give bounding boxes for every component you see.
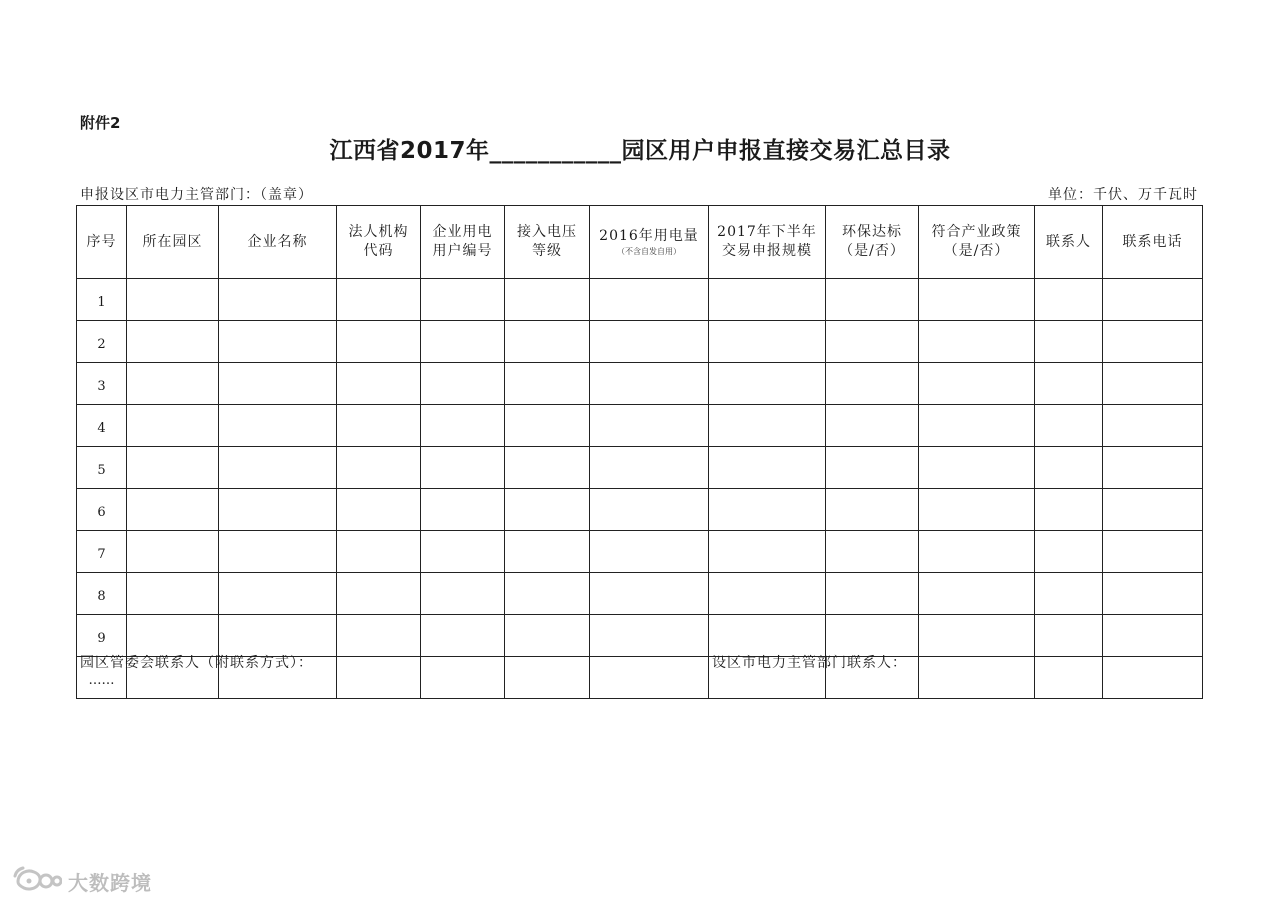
table-cell[interactable] [709, 615, 826, 657]
table-cell[interactable] [127, 447, 219, 489]
table-cell[interactable] [919, 363, 1035, 405]
row-number: 7 [77, 531, 127, 573]
city-contact-line: 设区市电力主管部门联系人： [712, 655, 907, 671]
table-cell[interactable] [590, 657, 709, 699]
table-cell[interactable] [219, 363, 337, 405]
table-cell[interactable] [127, 405, 219, 447]
table-body [77, 279, 1203, 699]
row-number: 4 [77, 405, 127, 447]
table-cell[interactable] [337, 657, 421, 699]
table-cell[interactable] [590, 279, 709, 321]
table-cell[interactable] [127, 531, 219, 573]
table-cell[interactable] [826, 573, 919, 615]
table-cell[interactable] [1035, 531, 1103, 573]
column-header-line2: 代码 [363, 243, 394, 259]
column-header-line2: 用户编号 [432, 243, 493, 259]
table-cell[interactable] [709, 573, 826, 615]
table-cell[interactable] [1103, 531, 1203, 573]
column-header-line1: 企业名称 [247, 233, 308, 250]
table-cell[interactable] [1035, 615, 1103, 657]
table-cell[interactable] [219, 405, 337, 447]
table-cell[interactable] [1035, 279, 1103, 321]
column-header-7 [709, 206, 826, 279]
column-header-line1: 2017年下半年 [717, 224, 817, 240]
table-cell[interactable] [127, 321, 219, 363]
table-cell[interactable] [1035, 573, 1103, 615]
table-cell[interactable] [337, 447, 421, 489]
summary-table [76, 205, 1203, 699]
table-cell[interactable] [337, 615, 421, 657]
column-header-4 [421, 206, 505, 279]
table-cell[interactable] [127, 363, 219, 405]
table-row [77, 321, 1203, 363]
column-header-line2: （是/否） [943, 243, 1010, 259]
table-cell[interactable] [1103, 573, 1203, 615]
attachment-label: 附件2 [80, 114, 121, 132]
column-header-11 [1103, 206, 1203, 279]
column-header-10 [1035, 206, 1103, 279]
table-cell[interactable] [1103, 405, 1203, 447]
table-cell[interactable] [826, 489, 919, 531]
table-cell[interactable] [1035, 363, 1103, 405]
table-cell[interactable] [219, 489, 337, 531]
table-cell[interactable] [590, 447, 709, 489]
table-cell[interactable] [337, 321, 421, 363]
table-cell[interactable] [421, 615, 505, 657]
table-cell[interactable] [505, 363, 590, 405]
table-cell[interactable] [1103, 615, 1203, 657]
column-header-line1: 企业用电 [432, 224, 493, 240]
table-cell[interactable] [337, 489, 421, 531]
table-cell[interactable] [826, 405, 919, 447]
table-cell[interactable] [709, 447, 826, 489]
table-cell[interactable] [919, 489, 1035, 531]
table-cell[interactable] [1103, 363, 1203, 405]
table-cell[interactable] [505, 657, 590, 699]
column-header-line1: 联系人 [1046, 233, 1091, 250]
table-cell[interactable] [919, 321, 1035, 363]
table-cell[interactable] [590, 321, 709, 363]
document-title: 江西省2017年___________园区用户申报直接交易汇总目录 [329, 138, 951, 164]
table-cell[interactable] [505, 615, 590, 657]
table-cell[interactable] [590, 489, 709, 531]
table-cell[interactable] [826, 321, 919, 363]
table-row [77, 489, 1203, 531]
table-cell[interactable] [1103, 447, 1203, 489]
row-number: 1 [77, 279, 127, 321]
row-number: 9 [77, 615, 127, 657]
row-number: 8 [77, 573, 127, 615]
table-cell[interactable] [826, 447, 919, 489]
column-header-line1: 序号 [86, 233, 117, 250]
table-cell[interactable] [1103, 321, 1203, 363]
table-cell[interactable] [337, 405, 421, 447]
table-cell[interactable] [1035, 489, 1103, 531]
table-cell[interactable] [919, 531, 1035, 573]
table-cell[interactable] [590, 363, 709, 405]
table-cell[interactable] [421, 363, 505, 405]
table-cell[interactable] [826, 363, 919, 405]
table-cell[interactable] [337, 363, 421, 405]
table-cell[interactable] [1035, 657, 1103, 699]
table-cell[interactable] [505, 321, 590, 363]
table-cell[interactable] [219, 447, 337, 489]
table-cell[interactable] [1103, 657, 1203, 699]
table-row [77, 573, 1203, 615]
table-cell[interactable] [709, 489, 826, 531]
table-cell[interactable] [219, 573, 337, 615]
table-cell[interactable] [709, 321, 826, 363]
table-cell[interactable] [709, 363, 826, 405]
table-row [77, 447, 1203, 489]
table-cell[interactable] [337, 279, 421, 321]
column-header-8 [826, 206, 919, 279]
table-cell[interactable] [709, 531, 826, 573]
column-header-line2: （是/否） [839, 243, 905, 259]
table-cell[interactable] [709, 405, 826, 447]
column-header-0 [77, 206, 127, 279]
table-cell[interactable] [219, 321, 337, 363]
column-header-3 [337, 206, 421, 279]
table-cell[interactable] [590, 573, 709, 615]
column-header-note: （不含自发自用） [617, 247, 681, 256]
table-cell[interactable] [919, 279, 1035, 321]
table-row [77, 531, 1203, 573]
table-cell[interactable] [919, 447, 1035, 489]
table-cell[interactable] [127, 489, 219, 531]
column-header-line1: 法人机构 [348, 224, 409, 240]
watermark-text: 大数跨境 [68, 870, 152, 895]
column-header-line1: 2016年用电量 [599, 228, 699, 244]
table-cell[interactable] [590, 615, 709, 657]
table-cell[interactable] [127, 279, 219, 321]
column-header-line1: 接入电压 [517, 224, 577, 240]
table-cell[interactable] [919, 615, 1035, 657]
table-cell[interactable] [421, 447, 505, 489]
table-cell[interactable] [709, 279, 826, 321]
table-cell[interactable] [127, 573, 219, 615]
column-header-line1: 所在园区 [142, 233, 203, 250]
unit-line: 单位：千伏、万千瓦时 [1048, 187, 1198, 203]
column-header-6 [590, 206, 709, 279]
table-cell[interactable] [505, 405, 590, 447]
table-cell[interactable] [421, 279, 505, 321]
row-number: …… [77, 657, 127, 699]
weibo-like-logo-icon [12, 866, 62, 896]
table-cell[interactable] [421, 405, 505, 447]
column-header-line2: 交易申报规模 [722, 243, 812, 259]
row-number: 3 [77, 363, 127, 405]
table-cell[interactable] [919, 405, 1035, 447]
table-cell[interactable] [421, 573, 505, 615]
table-cell[interactable] [826, 531, 919, 573]
column-header-line1: 环保达标 [842, 224, 902, 240]
table-cell[interactable] [421, 657, 505, 699]
table-cell[interactable] [505, 489, 590, 531]
table-cell[interactable] [219, 279, 337, 321]
table-header-row [77, 206, 1203, 279]
table-cell[interactable] [1103, 489, 1203, 531]
table-cell[interactable] [826, 615, 919, 657]
table-cell[interactable] [590, 531, 709, 573]
column-header-2 [219, 206, 337, 279]
table-cell[interactable] [505, 447, 590, 489]
table-cell[interactable] [505, 531, 590, 573]
table-cell[interactable] [1035, 321, 1103, 363]
department-line: 申报设区市电力主管部门：（盖章） [80, 187, 313, 203]
table-cell[interactable] [127, 615, 219, 657]
column-header-9 [919, 206, 1035, 279]
table-cell[interactable] [421, 321, 505, 363]
table-cell[interactable] [1103, 279, 1203, 321]
table-cell[interactable] [1035, 405, 1103, 447]
table-cell[interactable] [337, 531, 421, 573]
table-row [77, 615, 1203, 657]
table-cell[interactable] [505, 573, 590, 615]
row-number: 2 [77, 321, 127, 363]
table-cell[interactable] [219, 531, 337, 573]
table-row [77, 279, 1203, 321]
table-cell[interactable] [505, 279, 590, 321]
table-cell[interactable] [219, 615, 337, 657]
park-contact-line: 园区管委会联系人（附联系方式）： [80, 655, 313, 671]
table-cell[interactable] [590, 405, 709, 447]
column-header-line2: 等级 [532, 243, 562, 259]
table-cell[interactable] [1035, 447, 1103, 489]
table-cell[interactable] [337, 573, 421, 615]
table-cell[interactable] [421, 489, 505, 531]
table-row [77, 363, 1203, 405]
table-cell[interactable] [421, 531, 505, 573]
table-cell[interactable] [919, 573, 1035, 615]
column-header-5 [505, 206, 590, 279]
table-cell[interactable] [826, 279, 919, 321]
table-cell[interactable] [919, 657, 1035, 699]
column-header-line1: 符合产业政策 [931, 224, 1022, 240]
table-row [77, 405, 1203, 447]
column-header-line1: 联系电话 [1122, 233, 1183, 250]
row-number: 5 [77, 447, 127, 489]
watermark [12, 866, 152, 896]
column-header-1 [127, 206, 219, 279]
row-number: 6 [77, 489, 127, 531]
